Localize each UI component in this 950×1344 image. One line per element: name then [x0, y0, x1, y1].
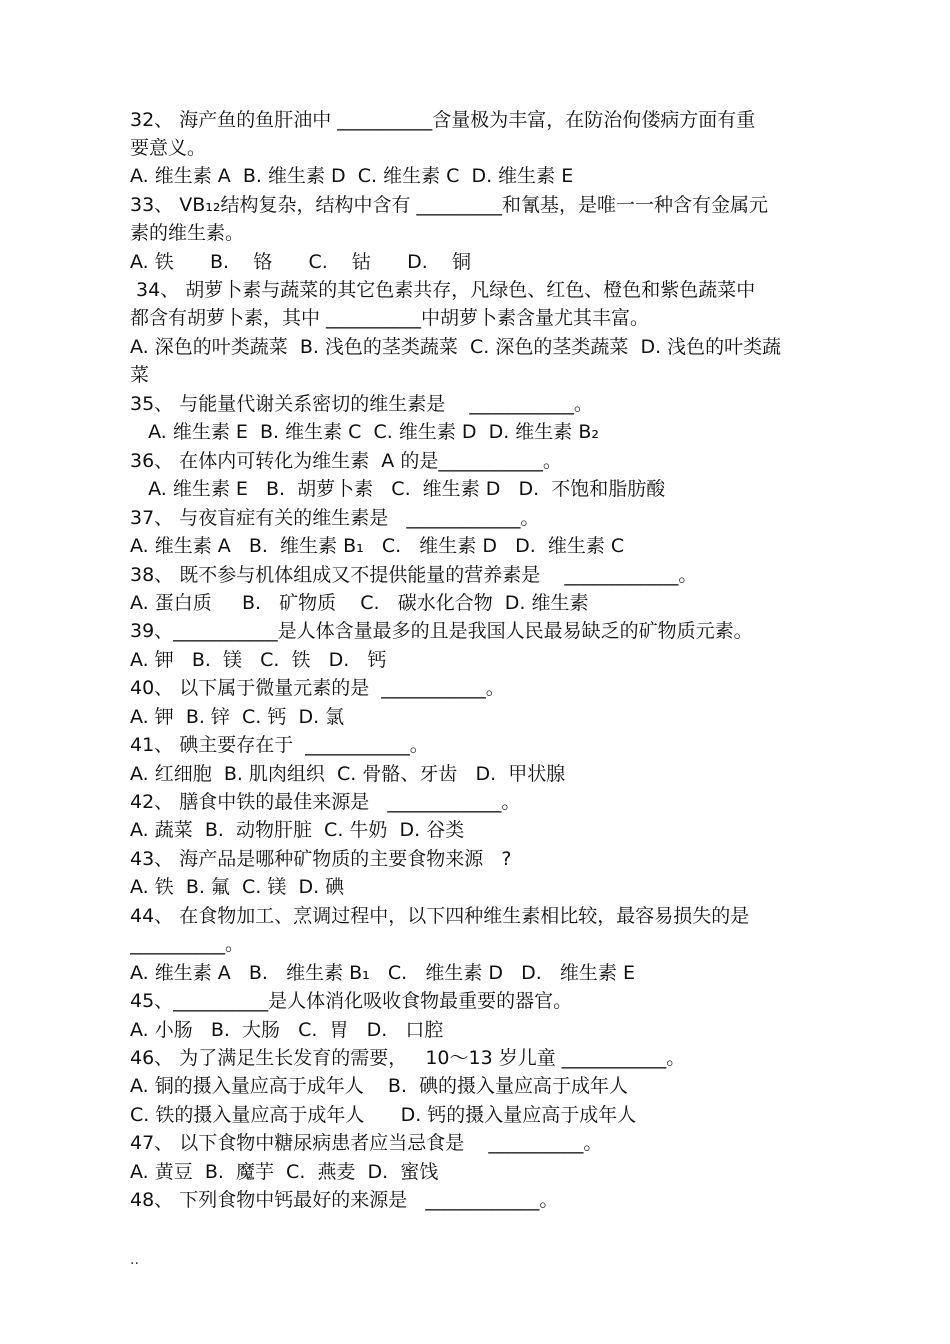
text-line: A. 黄豆 B. 魔芋 C. 燕麦 D. 蜜饯: [130, 1161, 439, 1183]
text-line: 都含有胡萝卜素，其中 __________中胡萝卜素含量尤其丰富。: [130, 307, 650, 329]
text-line: __________。: [130, 933, 245, 955]
text-line: 33、 VB₁₂结构复杂，结构中含有 _________和氰基，是唯一一种含有金属元: [130, 194, 769, 216]
text-line: 素的维生素。: [130, 222, 245, 244]
text-line: 43、 海产品是哪种矿物质的主要食物来源 ?: [130, 848, 512, 870]
text-line: 39、___________是人体含量最多的且是我国人民最易缺乏的矿物质元素。: [130, 620, 753, 642]
text-line: A. 蔬菜 B. 动物肝脏 C. 牛奶 D. 谷类: [130, 819, 465, 841]
text-line: 47、 以下食物中糖尿病患者应当忌食是 __________。: [130, 1132, 603, 1154]
text-line: 36、 在体内可转化为维生素 A 的是___________。: [130, 450, 562, 472]
text-line: A. 小肠 B. 大肠 C. 胃 D. 口腔: [130, 1019, 444, 1041]
text-line: 44、 在食物加工、烹调过程中，以下四种维生素相比较，最容易损失的是: [130, 905, 750, 927]
text-line: A. 红细胞 B. 肌肉组织 C. 骨骼、牙齿 D. 甲状腺: [130, 763, 566, 785]
text-line: 37、 与夜盲症有关的维生素是 ____________。: [130, 507, 540, 529]
page-footer-mark: ..: [130, 1252, 139, 1268]
text-line: 48、 下列食物中钙最好的来源是 ____________。: [130, 1189, 559, 1211]
text-line: 要意义。: [130, 137, 207, 159]
text-line: A. 钾 B. 锌 C. 钙 D. 氯: [130, 706, 345, 728]
text-line: 46、 为了满足生长发育的需要， 10～13 岁儿童 ___________。: [130, 1047, 686, 1069]
text-line: 32、 海产鱼的鱼肝油中 __________含量极为丰富，在防治佝偻病方面有重: [130, 109, 756, 131]
text-line: A. 维生素 E B. 胡萝卜素 C. 维生素 D D. 不饱和脂肪酸: [130, 478, 666, 500]
text-line: 34、 胡萝卜素与蔬菜的其它色素共存，凡绿色、红色、橙色和紫色蔬菜中: [130, 279, 756, 301]
text-line: A. 深色的叶类蔬菜 B. 浅色的茎类蔬菜 C. 深色的茎类蔬菜 D. 浅色的叶类蔬: [130, 336, 782, 358]
text-line: A. 铜的摄入量应高于成年人 B. 碘的摄入量应高于成年人: [130, 1075, 629, 1097]
text-line: A. 铁 B. 铬 C. 钴 D. 铜: [130, 251, 471, 273]
text-line: A. 维生素 A B. 维生素 B₁ C. 维生素 D D. 维生素 C: [130, 535, 625, 557]
text-line: A. 铁 B. 氟 C. 镁 D. 碘: [130, 876, 345, 898]
text-line: A. 维生素 E B. 维生素 C C. 维生素 D D. 维生素 B₂: [130, 421, 599, 443]
text-line: C. 铁的摄入量应高于成年人 D. 钙的摄入量应高于成年人: [130, 1104, 637, 1126]
text-line: 42、 膳食中铁的最佳来源是 ____________。: [130, 791, 521, 813]
text-line: A. 钾 B. 镁 C. 铁 D. 钙: [130, 649, 387, 671]
text-line: A. 蛋白质 B. 矿物质 C. 碳水化合物 D. 维生素: [130, 592, 589, 614]
text-line: 45、__________是人体消化吸收食物最重要的器官。: [130, 990, 573, 1012]
text-line: 菜: [130, 364, 150, 386]
text-line: 35、 与能量代谢关系密切的维生素是 ___________。: [130, 393, 593, 415]
text-line: A. 维生素 A B. 维生素 D C. 维生素 C D. 维生素 E: [130, 165, 574, 187]
text-line: 40、 以下属于微量元素的是 ___________。: [130, 677, 505, 699]
text-line: 38、 既不参与机体组成又不提供能量的营养素是 ____________。: [130, 564, 698, 586]
text-line: 41、 碘主要存在于 ___________。: [130, 734, 429, 756]
text-line: A. 维生素 A B. 维生素 B₁ C. 维生素 D D. 维生素 E: [130, 962, 635, 984]
